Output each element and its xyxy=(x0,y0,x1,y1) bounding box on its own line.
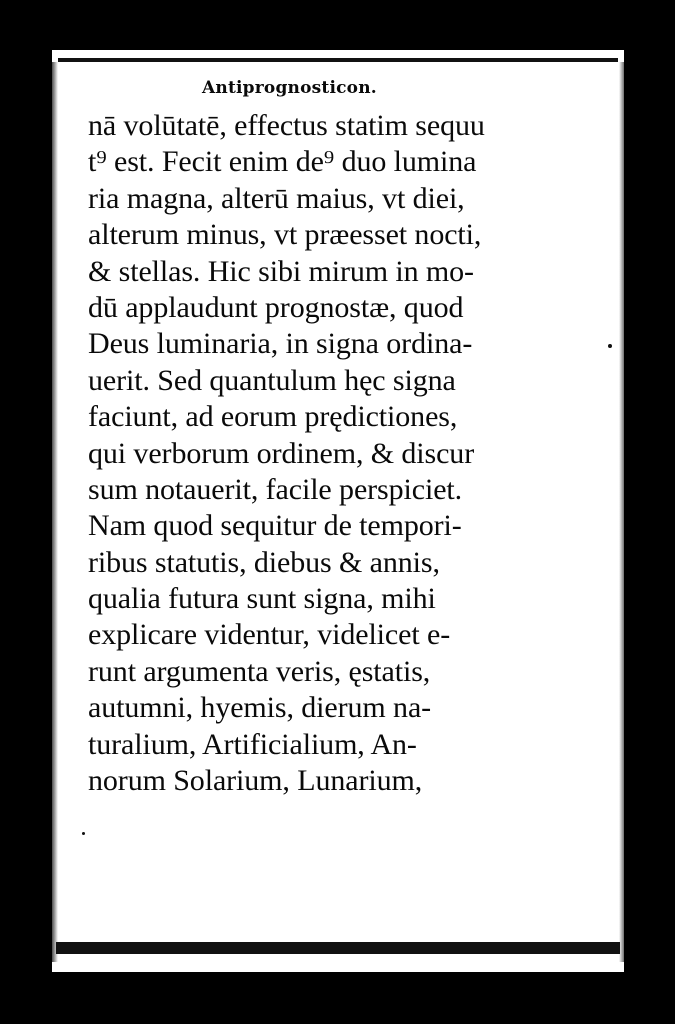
text-line: faciunt, ad eorum prędictiones, xyxy=(88,400,458,434)
text-line: uerit. Sed quantulum hęc signa xyxy=(88,363,456,397)
ink-speck xyxy=(82,832,85,835)
page-edge-shadow-right xyxy=(619,62,624,962)
text-line: sum notauerit, facile perspiciet. xyxy=(88,472,463,506)
bottom-rule xyxy=(56,942,620,954)
text-line: turalium, Artificialium, An- xyxy=(88,727,417,761)
text-line: alterum minus, vt præesset nocti, xyxy=(88,218,482,252)
text-line: ribus statutis, diebus & annis, xyxy=(88,545,440,579)
text-line: t⁹ est. Fecit enim de⁹ duo lumina xyxy=(88,145,477,179)
text-line: autumni, hyemis, dierum na- xyxy=(88,691,432,725)
text-line: Deus luminaria, in signa ordina- xyxy=(88,327,473,361)
text-line: runt argumenta veris, ęstatis, xyxy=(88,654,431,688)
text-line: ria magna, alterū maius, vt diei, xyxy=(88,181,465,215)
text-line: qualia futura sunt signa, mihi xyxy=(88,582,436,616)
running-head: Antiprognosticon. xyxy=(202,78,377,98)
ink-speck xyxy=(608,344,612,348)
page-edge-shadow-left xyxy=(52,62,58,962)
text-line: norum Solarium, Lunarium, xyxy=(88,764,423,798)
top-rule xyxy=(58,58,618,62)
text-line: Nam quod sequitur de tempori- xyxy=(88,509,462,543)
text-line: dū applaudunt prognostæ, quod xyxy=(88,290,464,324)
text-line: explicare videntur, videlicet e- xyxy=(88,618,451,652)
text-line: & stellas. Hic sibi mirum in mo- xyxy=(88,254,474,288)
book-page xyxy=(52,50,624,972)
text-line: qui verborum ordinem, & discur xyxy=(88,436,475,470)
text-line: nā volūtatē, effectus statim sequu xyxy=(88,109,485,142)
body-text xyxy=(88,108,608,799)
